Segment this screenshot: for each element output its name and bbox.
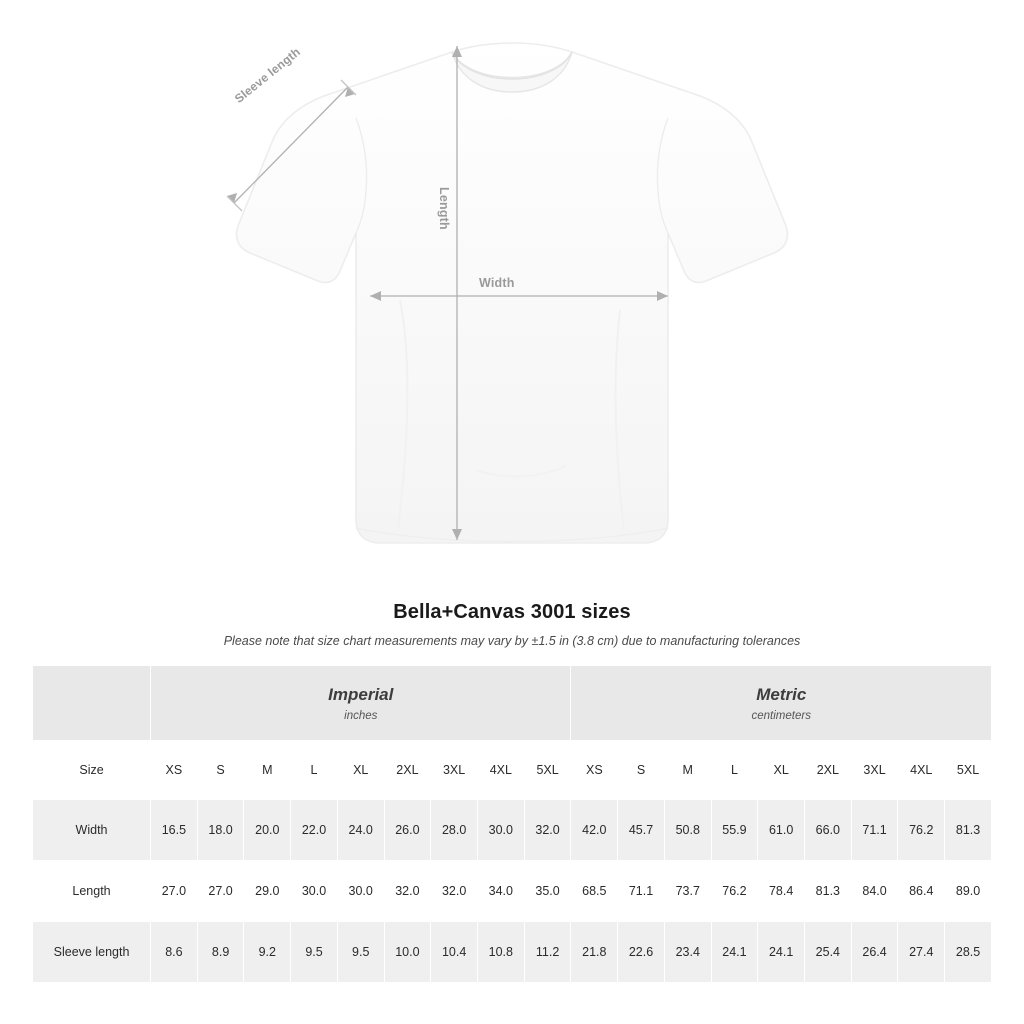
size-header-cell: 5XL: [524, 741, 571, 800]
table-cell: 71.1: [851, 800, 898, 861]
table-cell: 71.1: [618, 861, 665, 922]
table-cell: 27.0: [197, 861, 244, 922]
table-cell: 26.0: [384, 800, 431, 861]
table-cell: 27.4: [898, 922, 945, 983]
row-label: Width: [33, 800, 151, 861]
table-cell: 50.8: [664, 800, 711, 861]
table-cell: 84.0: [851, 861, 898, 922]
table-cell: 66.0: [805, 800, 852, 861]
table-cell: 9.5: [291, 922, 338, 983]
table-cell: 55.9: [711, 800, 758, 861]
unit-group-imperial: [151, 666, 571, 741]
table-cell: 78.4: [758, 861, 805, 922]
sleeve-length-label: Sleeve length: [232, 44, 303, 106]
table-cell: 20.0: [244, 800, 291, 861]
table-cell: 23.4: [664, 922, 711, 983]
unit-group-imperial-name: Imperial: [328, 684, 394, 704]
table-cell: 24.0: [337, 800, 384, 861]
page-title: Bella+Canvas 3001 sizes: [393, 601, 631, 623]
table-cell: 24.1: [758, 922, 805, 983]
size-header-cell: L: [711, 741, 758, 800]
width-label: Width: [479, 276, 515, 290]
table-cell: 21.8: [571, 922, 618, 983]
table-cell: 25.4: [805, 922, 852, 983]
table-cell: 27.0: [151, 861, 198, 922]
table-cell: 30.0: [291, 861, 338, 922]
table-row: [33, 800, 992, 861]
table-cell: 10.4: [431, 922, 478, 983]
size-header-cell: XL: [337, 741, 384, 800]
size-header-cell: 4XL: [898, 741, 945, 800]
unit-group-row: [33, 666, 992, 741]
length-label: Length: [437, 187, 451, 230]
table-cell: 89.0: [945, 861, 992, 922]
size-header-cell: 5XL: [945, 741, 992, 800]
table-cell: 35.0: [524, 861, 571, 922]
table-cell: 18.0: [197, 800, 244, 861]
table-corner-cell: [33, 666, 151, 741]
row-label: Sleeve length: [33, 922, 151, 983]
table-cell: 86.4: [898, 861, 945, 922]
table-cell: 34.0: [477, 861, 524, 922]
table-cell: 22.0: [291, 800, 338, 861]
table-cell: 30.0: [337, 861, 384, 922]
size-header-cell: L: [291, 741, 338, 800]
size-table: [32, 665, 992, 983]
table-cell: 76.2: [711, 861, 758, 922]
size-header-cell: XS: [571, 741, 618, 800]
tolerance-note: Please note that size chart measurements may vary by ±1.5 in (3.8 cm) due to manufacturing tolerances: [223, 634, 801, 648]
table-cell: 81.3: [805, 861, 852, 922]
size-table-wrapper: [32, 665, 992, 983]
table-cell: 32.0: [384, 861, 431, 922]
size-header-cell: M: [664, 741, 711, 800]
table-cell: 68.5: [571, 861, 618, 922]
size-header-cell: 3XL: [851, 741, 898, 800]
size-header-cell: 4XL: [477, 741, 524, 800]
table-cell: 32.0: [524, 800, 571, 861]
unit-group-metric-name: Metric: [756, 684, 807, 704]
size-header-cell: 3XL: [431, 741, 478, 800]
table-cell: 10.8: [477, 922, 524, 983]
size-header-cell: S: [197, 741, 244, 800]
table-cell: 73.7: [664, 861, 711, 922]
table-cell: 22.6: [618, 922, 665, 983]
unit-group-metric-sub: centimeters: [751, 709, 811, 722]
table-cell: 42.0: [571, 800, 618, 861]
chart-heading: [0, 601, 1024, 648]
table-cell: 28.0: [431, 800, 478, 861]
table-row: [33, 861, 992, 922]
size-header-cell: S: [618, 741, 665, 800]
size-header-label: Size: [33, 741, 151, 800]
table-cell: 61.0: [758, 800, 805, 861]
table-cell: 24.1: [711, 922, 758, 983]
table-cell: 29.0: [244, 861, 291, 922]
size-header-cell: 2XL: [384, 741, 431, 800]
table-cell: 8.9: [197, 922, 244, 983]
table-cell: 81.3: [945, 800, 992, 861]
row-label: Length: [33, 861, 151, 922]
size-header-cell: M: [244, 741, 291, 800]
table-row: [33, 922, 992, 983]
table-cell: 45.7: [618, 800, 665, 861]
table-cell: 30.0: [477, 800, 524, 861]
table-cell: 9.2: [244, 922, 291, 983]
table-cell: 28.5: [945, 922, 992, 983]
table-cell: 16.5: [151, 800, 198, 861]
size-header-cell: 2XL: [805, 741, 852, 800]
table-cell: 8.6: [151, 922, 198, 983]
tshirt-shape: [237, 43, 788, 543]
unit-group-metric: [571, 666, 992, 741]
table-cell: 11.2: [524, 922, 571, 983]
size-header-cell: XS: [151, 741, 198, 800]
unit-group-imperial-sub: inches: [344, 709, 378, 722]
table-cell: 10.0: [384, 922, 431, 983]
table-cell: 9.5: [337, 922, 384, 983]
table-cell: 26.4: [851, 922, 898, 983]
size-header-row: [33, 741, 992, 800]
table-cell: 32.0: [431, 861, 478, 922]
table-cell: 76.2: [898, 800, 945, 861]
size-header-cell: XL: [758, 741, 805, 800]
